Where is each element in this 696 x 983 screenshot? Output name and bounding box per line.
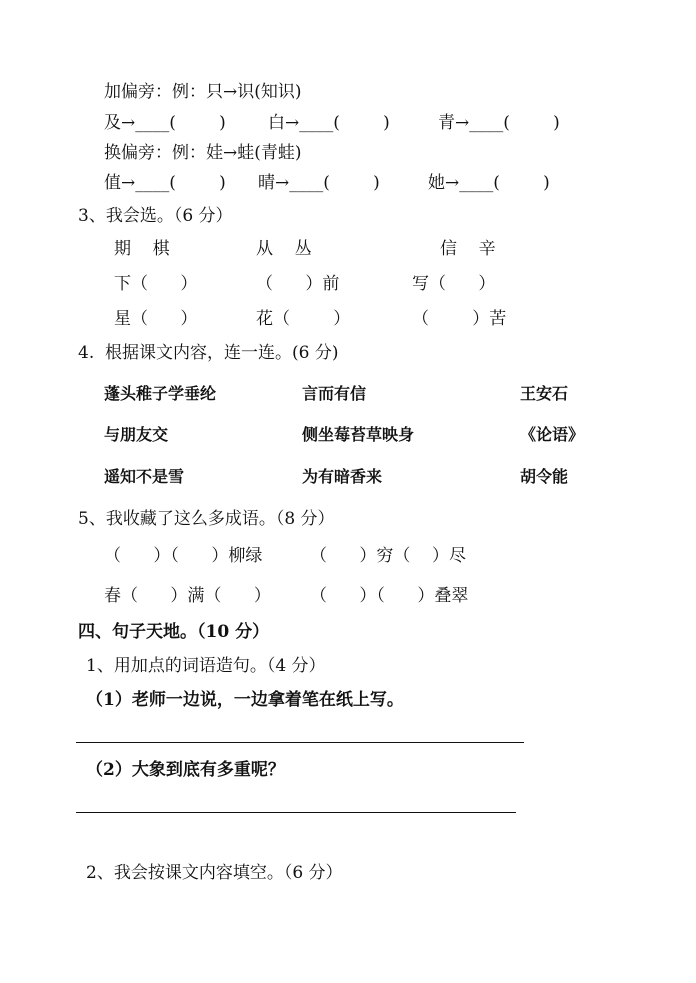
part4-sub2-title: 2、我会按课文内容填空。（6 分） xyxy=(86,863,343,883)
q3-choice-3: 信 辛 xyxy=(440,239,496,259)
q3-row1-c: 写（ ） xyxy=(412,274,496,294)
change-radical-item-1: 值→____( ) xyxy=(104,173,226,193)
q3-row1-a: 下（ ） xyxy=(114,274,198,294)
q3-row1-b: （ ）前 xyxy=(256,274,340,294)
part4-title: 四、句子天地。（10 分） xyxy=(78,622,270,642)
q4-middle-2: 侧坐莓苔草映身 xyxy=(302,425,415,444)
q3-row2-b: 花（ ） xyxy=(256,309,351,329)
q5-row2-a: 春（ ）满（ ） xyxy=(104,586,271,606)
q3-row2-a: 星（ ） xyxy=(114,309,198,329)
answer-line-2[interactable] xyxy=(76,812,516,813)
q5-row2-b: （ ）（ ）叠翠 xyxy=(310,586,469,606)
q3-choice-1: 期 棋 xyxy=(114,239,170,259)
q4-left-3: 遥知不是雪 xyxy=(104,467,185,486)
q4-left-2: 与朋友交 xyxy=(104,425,169,444)
sentence-1: （1）老师一边说，一边拿着笔在纸上写。 xyxy=(86,690,404,710)
change-radical-item-2: 晴→____( ) xyxy=(258,173,380,193)
q5-row1-a: （ ）（ ）柳绿 xyxy=(104,546,263,566)
q3-choice-2: 从 丛 xyxy=(256,239,312,259)
q4-left-1: 蓬头稚子学垂纶 xyxy=(104,384,217,403)
q4-middle-3: 为有暗香来 xyxy=(302,467,383,486)
sentence-2: （2）大象到底有多重呢？ xyxy=(86,760,285,780)
q4-middle-1: 言而有信 xyxy=(302,384,367,403)
change-radical-item-3: 她→____( ) xyxy=(428,173,550,193)
q5-row1-b: （ ）穷（ ）尽 xyxy=(310,546,467,566)
q4-right-2: 《论语》 xyxy=(520,425,585,444)
q5-title: 5、我收藏了这么多成语。（8 分） xyxy=(78,509,335,529)
add-radical-item-3: 青→____( ) xyxy=(438,113,560,133)
add-radical-example: 加偏旁：例：只→识(知识) xyxy=(104,82,302,102)
add-radical-item-1: 及→____( ) xyxy=(104,113,226,133)
q4-right-3: 胡令能 xyxy=(520,467,569,486)
q3-row2-c: （ ）苦 xyxy=(412,309,507,329)
q4-right-1: 王安石 xyxy=(520,384,569,403)
change-radical-example: 换偏旁：例：娃→蛙(青蛙) xyxy=(104,143,302,163)
q3-title: 3、我会选。（6 分） xyxy=(78,206,233,226)
part4-sub1-title: 1、用加点的词语造句。（4 分） xyxy=(86,656,326,676)
add-radical-item-2: 白→____( ) xyxy=(268,113,390,133)
q4-title: 4. 根据课文内容，连一连。(6 分) xyxy=(78,343,339,363)
answer-line-1[interactable] xyxy=(76,742,524,743)
